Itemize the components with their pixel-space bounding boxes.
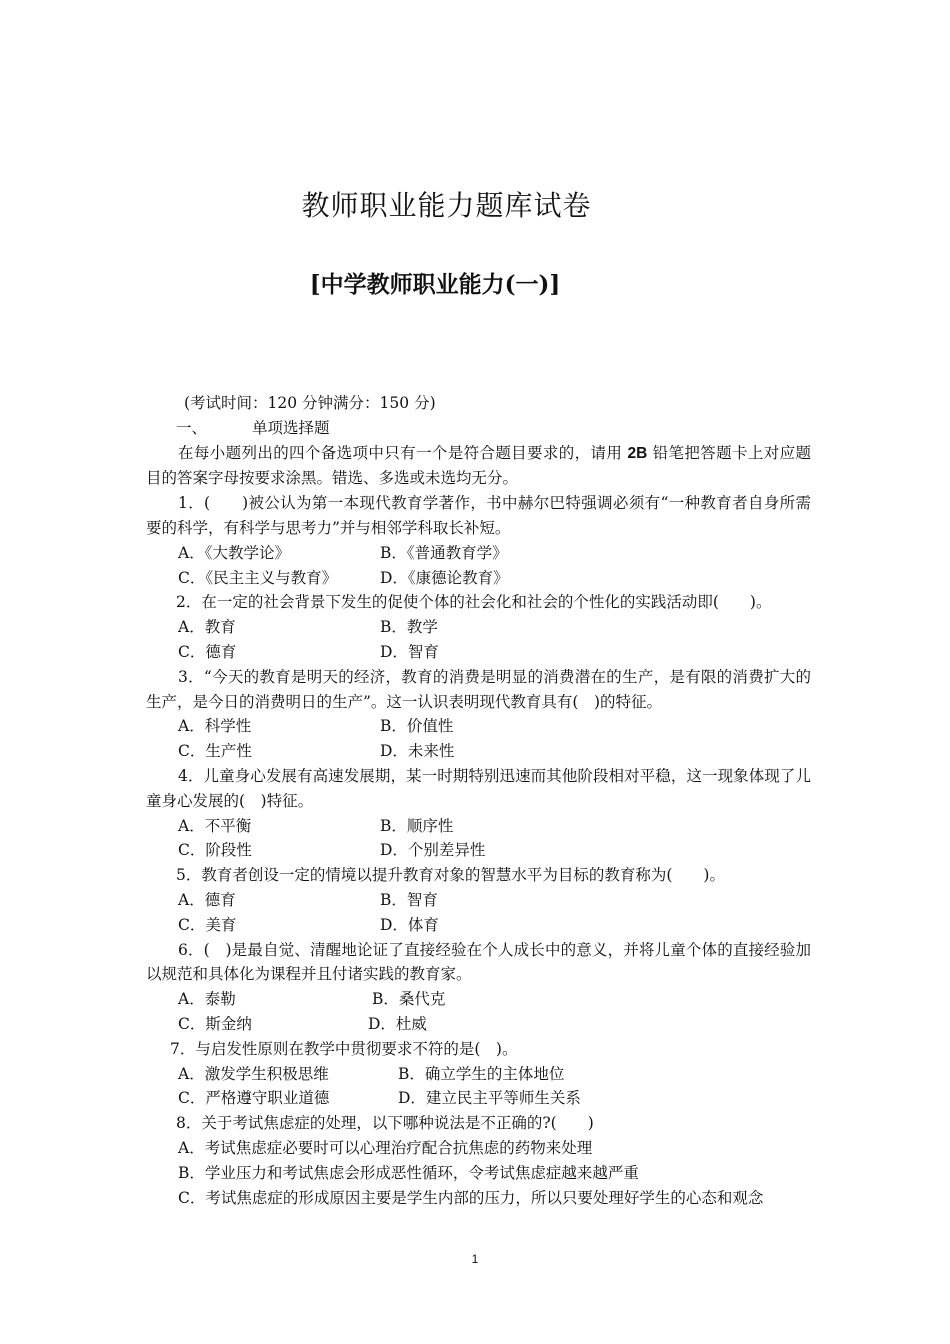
question-1-options-row-2	[146, 566, 811, 591]
question-7-stem: 7．与启发性原则在教学中贯彻要求不符的是( )。	[170, 1039, 518, 1058]
section-number: 一、	[176, 418, 208, 437]
question-8-option-c	[146, 1186, 811, 1211]
option: A．考试焦虑症必要时可以心理治疗配合抗焦虑的药物来处理	[178, 1138, 593, 1157]
option: B．学业压力和考试焦虑会形成恶性循环，令考试焦虑症越来越严重	[178, 1163, 639, 1182]
question-8-stem: 8．关于考试焦虑症的处理，以下哪种说法是不正确的?( )	[176, 1114, 594, 1133]
option: B．智育	[380, 890, 438, 909]
option: A．《大教学论》	[178, 543, 290, 562]
question-2-stem: 2．在一定的社会背景下发生的促使个体的社会化和社会的个性化的实践活动即( )。	[176, 593, 772, 612]
question-8-option-a	[146, 1136, 811, 1161]
question-1-stem: 1．( )被公认为第一本现代教育学著作，书中赫尔巴特强调必须有“一种教育者自身所需要的科学，有科学与思考力”并与相邻学科取长补短。	[146, 494, 811, 537]
option: D．体育	[380, 915, 439, 934]
question-8-option-b	[146, 1161, 811, 1186]
page-title: 教师职业能力题库试卷	[301, 189, 592, 222]
option: B．《普通教育学》	[380, 543, 508, 562]
option: D．个别差异性	[380, 841, 486, 860]
question-4-options-row-2	[146, 838, 811, 863]
option: C．《民主主义与教育》	[178, 568, 338, 587]
option: A．科学性	[178, 717, 252, 736]
question-5-options-row-2	[146, 913, 811, 938]
instructions	[146, 441, 811, 492]
option: A．泰勒	[178, 990, 236, 1009]
option: C．德育	[178, 642, 237, 661]
question-5-options-row-1	[146, 888, 811, 913]
question-2-options-row-1	[146, 615, 811, 640]
option: C．斯金纳	[178, 1014, 252, 1033]
option: B．价值性	[380, 717, 454, 736]
question-7-options-row-1	[146, 1062, 811, 1087]
instructions-text-2: 铅笔把答题卡上对应题目的答案字母按要求涂黑。错选、多选或未选均无分。	[146, 443, 811, 488]
option: A．德育	[178, 890, 236, 909]
question-1-options-row-1	[146, 541, 811, 566]
exam-info: (考试时间：120 分钟满分：150 分)	[184, 394, 436, 412]
option: A．不平衡	[178, 816, 252, 835]
option: A．激发学生积极思维	[178, 1064, 329, 1083]
option: D．杜威	[368, 1014, 427, 1033]
question-4-stem: 4．儿童身心发展有高速发展期，某一时期特别迅速而其他阶段相对平稳，这一现象体现了儿童身心发展的( )特征。	[146, 766, 811, 810]
document-body	[146, 391, 811, 1210]
question-7-options-row-2	[146, 1086, 811, 1111]
question-2-options-row-2	[146, 640, 811, 665]
option: C．严格遵守职业道德	[178, 1089, 330, 1108]
option: C．阶段性	[178, 841, 252, 860]
question-6-options-row-2	[146, 1012, 811, 1037]
option: D．智育	[380, 642, 439, 661]
section-heading	[146, 416, 811, 441]
question-3-stem: 3．“今天的教育是明天的经济，教育的消费是明显的消费潜在的生产，是有限的消费扩大的生产，是今日的消费明日的生产”。这一认识表明现代教育具有( )的特征。	[146, 667, 811, 711]
question-4-options-row-1	[146, 814, 811, 839]
question-6-options-row-1	[146, 987, 811, 1012]
question-3-options-row-1	[146, 714, 811, 739]
section-label: 单项选择题	[252, 418, 330, 437]
question-3-options-row-2	[146, 739, 811, 764]
option: C．美育	[178, 915, 237, 934]
option: A．教育	[178, 618, 236, 637]
option: B．桑代克	[372, 990, 446, 1009]
question-6-stem: 6．( )是最自觉、清醒地论证了直接经验在个人成长中的意义，并将儿童个体的直接经验加以规范和具体化为课程并且付诸实践的教育家。	[146, 940, 811, 984]
option: B．教学	[380, 618, 438, 637]
option: C．生产性	[178, 742, 252, 761]
option: D．建立民主平等师生关系	[398, 1089, 581, 1108]
option: C．考试焦虑症的形成原因主要是学生内部的压力，所以只要处理好学生的心态和观念	[178, 1188, 764, 1207]
page-number: 1	[471, 1252, 479, 1266]
instructions-bold: 2B	[627, 444, 648, 462]
option: B．确立学生的主体地位	[398, 1064, 565, 1083]
instructions-text-1: 在每小题列出的四个备选项中只有一个是符合题目要求的，请用	[178, 443, 623, 462]
option: B．顺序性	[380, 816, 454, 835]
option: D．《康德论教育》	[380, 568, 509, 587]
question-5-stem: 5．教育者创设一定的情境以提升教育对象的智慧水平为目标的教育称为( )。	[176, 866, 725, 885]
page-subtitle: [中学教师职业能力(一)]	[309, 271, 561, 298]
option: D．未来性	[380, 742, 455, 761]
